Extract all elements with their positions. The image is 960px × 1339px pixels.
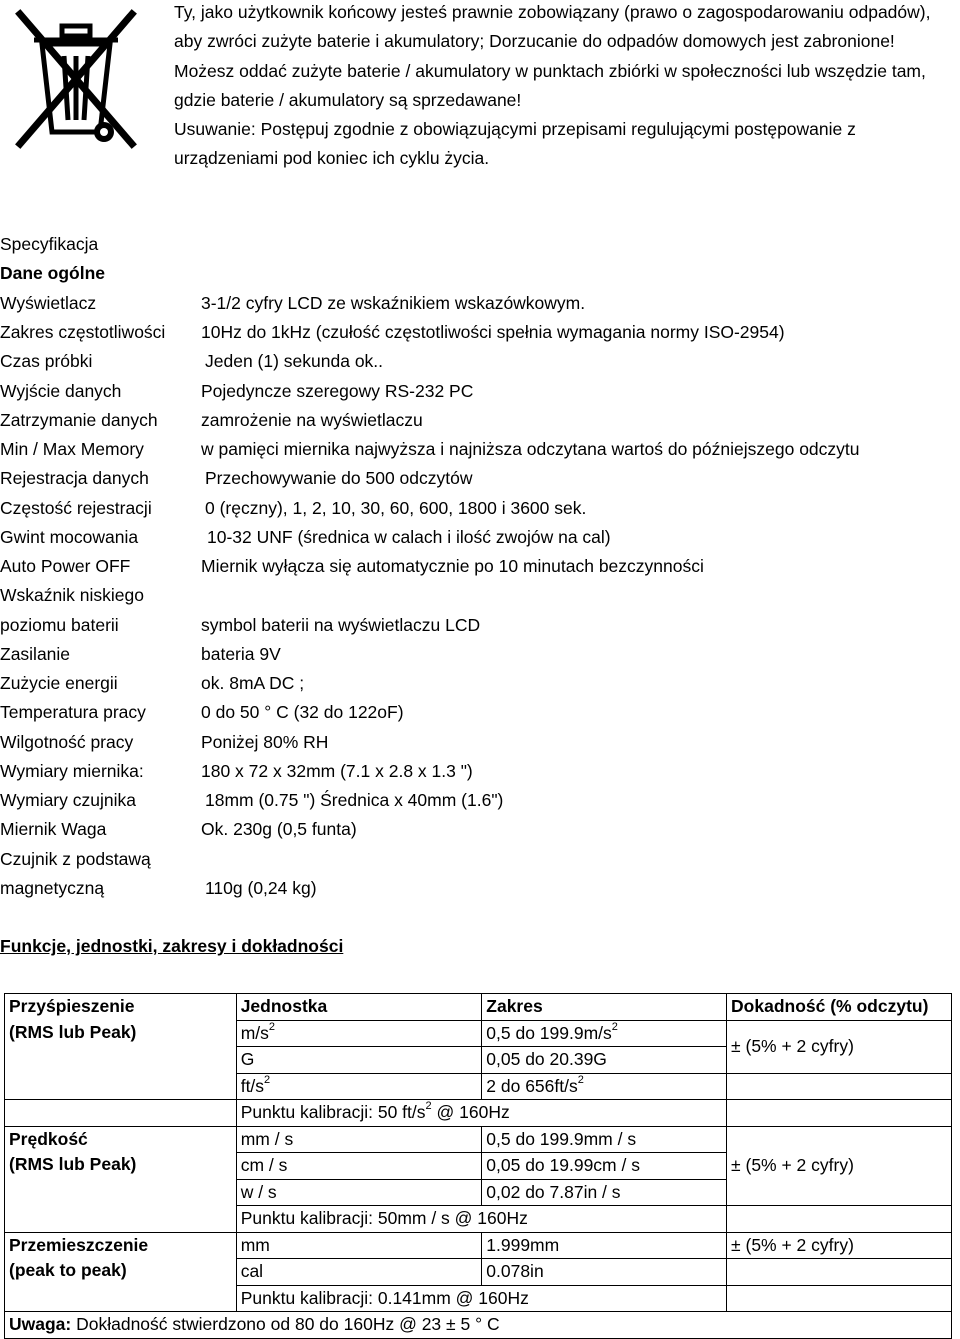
- disposal-line-3: Usuwanie: Postępuj zgodnie z obowiązującymi przepisami regulującymi postępowanie z urządzeniami pod koniec ich cyklu życia.: [174, 119, 856, 169]
- spec-value: ok. 8mA DC ;: [201, 673, 305, 693]
- group-name: Przemieszczenie: [9, 1234, 149, 1255]
- spec-label: Wilgotność pracy: [0, 732, 134, 752]
- functions-heading: [0, 932, 343, 961]
- spec-value: 180 x 72 x 32mm (7.1 x 2.8 x 1.3 "): [201, 761, 473, 781]
- spec-row-consumption: [0, 669, 960, 698]
- empty-cell: [727, 1073, 952, 1100]
- spec-row-sensor-dimensions: [0, 786, 960, 815]
- spec-row-display: [0, 289, 960, 318]
- spec-value: symbol baterii na wyświetlaczu LCD: [201, 615, 481, 635]
- header-accuracy: Dokadność (% odczytu): [727, 994, 952, 1021]
- spec-value: Miernik wyłącza się automatycznie po 10 minutach bezczynności: [201, 556, 704, 576]
- spec-row-logging-rate: [0, 494, 960, 523]
- calibration-cell: Punktu kalibracji: 0.141mm @ 160Hz: [236, 1285, 726, 1312]
- unit-cell: cm / s: [236, 1153, 482, 1180]
- spec-row-low-battery-2: [0, 611, 960, 640]
- empty-cell: [727, 1100, 952, 1127]
- table-row: [5, 1232, 952, 1259]
- spec-row-thread: [0, 523, 960, 552]
- range-cell: 0.078in: [482, 1259, 727, 1286]
- range-cell: 0,02 do 7.87in / s: [482, 1179, 727, 1206]
- spec-label: Temperatura pracy: [0, 702, 146, 722]
- spec-value: 3-1/2 cyfry LCD ze wskaźnikiem wskazówkowym.: [201, 293, 586, 313]
- spec-label: Zatrzymanie danych: [0, 410, 158, 430]
- spec-value: 110g (0,24 kg): [205, 878, 317, 898]
- note-label: Uwaga:: [9, 1314, 72, 1334]
- spec-row-humidity: [0, 728, 960, 757]
- spec-label: magnetyczną: [0, 878, 105, 898]
- spec-value: 10Hz do 1kHz (czułość częstotliwości spełnia wymagania normy ISO-2954): [201, 322, 785, 342]
- empty-cell: [5, 1100, 237, 1127]
- spec-row-sample-time: [0, 347, 960, 376]
- spec-label: Auto Power OFF: [0, 556, 131, 576]
- range-cell: 0,05 do 20.39G: [482, 1047, 727, 1074]
- spec-label: Wyjście danych: [0, 381, 122, 401]
- functions-table: [4, 993, 952, 1339]
- spec-label: Miernik Waga: [0, 819, 107, 839]
- spec-label: Częstość rejestracji: [0, 498, 152, 518]
- spec-value: zamrożenie na wyświetlaczu: [201, 410, 423, 430]
- range-cell: 1.999mm: [482, 1232, 727, 1259]
- spec-value: 10-32 UNF (średnica w calach i ilość zwojów na cal): [207, 527, 611, 547]
- spec-value: Ok. 230g (0,5 funta): [201, 819, 357, 839]
- spec-label: Czujnik z podstawą: [0, 849, 151, 869]
- spec-row-power: [0, 640, 960, 669]
- note-text: Dokładność stwierdzono od 80 do 160Hz @ 23 ± 5 ° C: [71, 1314, 500, 1334]
- spec-value: Jeden (1) sekunda ok..: [205, 351, 384, 371]
- range-cell: 2 do $656ft/s^2$: [482, 1073, 727, 1100]
- spec-label: Wymiary miernika:: [0, 761, 144, 781]
- spec-heading: Specyfikacja: [0, 234, 99, 254]
- spec-row-weight: [0, 815, 960, 844]
- group-name: Przyśpieszenie: [9, 996, 135, 1016]
- spec-label: Wyświetlacz: [0, 293, 97, 313]
- disposal-line-1: Ty, jako użytkownik końcowy jesteś prawnie zobowiązany (prawo o zagospodarowaniu odpadów), aby zwróci zużyte baterie i akumulatory; Dorzucanie do odpadów domowych jest zabronione!: [174, 2, 931, 52]
- spec-value: Poniżej 80% RH: [201, 732, 329, 752]
- table-row: [5, 1312, 952, 1339]
- unit-cell: G: [236, 1047, 482, 1074]
- empty-cell: [727, 1259, 952, 1286]
- spec-row-sensor-base-2: [0, 874, 960, 903]
- spec-row-meter-dimensions: [0, 757, 960, 786]
- spec-label: Gwint mocowania: [0, 527, 139, 547]
- spec-label: Zasilanie: [0, 644, 71, 664]
- spec-row-auto-power-off: [0, 552, 960, 581]
- spec-label: poziomu baterii: [0, 615, 119, 635]
- spec-row-data-hold: [0, 406, 960, 435]
- group-mode: (RMS lub Peak): [9, 1021, 137, 1042]
- table-row: [5, 994, 952, 1021]
- disposal-notice: [174, 0, 956, 174]
- disposal-line-2: Możesz oddać zużyte baterie / akumulatory w punktach zbiórki w społeczności lub wszędzie tam, gdzie baterie / akumulatory są sprzedawane!: [174, 60, 926, 110]
- empty-cell: [727, 1206, 952, 1233]
- spec-label: Wymiary czujnika: [0, 790, 136, 810]
- crossed-out-wheelie-bin-icon: [12, 4, 140, 154]
- spec-value: 18mm (0.75 ") Średnica x 40mm (1.6"): [205, 790, 504, 810]
- group-mode: (RMS lub Peak): [9, 1154, 137, 1174]
- spec-row-data-logging: [0, 464, 960, 493]
- functions-heading-text: Funkcje, jednostki, zakresy i dokładności: [0, 936, 344, 956]
- spec-row-temperature: [0, 698, 960, 727]
- note-cell: [5, 1312, 952, 1339]
- unit-cell: cal: [236, 1259, 482, 1286]
- spec-row-frequency: [0, 318, 960, 347]
- spec-label: Wskaźnik niskiego: [0, 585, 144, 605]
- accuracy-cell: ± (5% + 2 cyfry): [727, 1232, 952, 1259]
- group-cell-displacement: [5, 1232, 237, 1312]
- table-row: [5, 1126, 952, 1153]
- calibration-cell: Punktu kalibracji: 50 $ft/s^2$ @ 160Hz: [236, 1100, 726, 1127]
- spec-label: Czas próbki: [0, 351, 93, 371]
- spec-label: Zużycie energii: [0, 673, 118, 693]
- unit-cell: $ft/s^2$: [236, 1073, 482, 1100]
- header-range: Zakres: [482, 994, 727, 1021]
- spec-value: bateria 9V: [201, 644, 281, 664]
- spec-value: Przechowywanie do 500 odczytów: [205, 468, 473, 488]
- group-cell-acceleration: [5, 994, 237, 1100]
- spec-value: 0 (ręczny), 1, 2, 10, 30, 60, 600, 1800 i 3600 sek.: [205, 498, 587, 518]
- general-data-heading: Dane ogólne: [0, 263, 106, 283]
- spec-row-low-battery-1: [0, 581, 960, 610]
- spec-row-data-output: [0, 377, 960, 406]
- accuracy-cell: ± (5% + 2 cyfry): [727, 1126, 952, 1206]
- spec-row-sensor-base-1: [0, 845, 960, 874]
- unit-cell: mm: [236, 1232, 482, 1259]
- unit-cell: $m/s^2$: [236, 1020, 482, 1047]
- spec-row-min-max: [0, 435, 960, 464]
- range-cell: 0,5 do 199.9mm / s: [482, 1126, 727, 1153]
- unit-cell: w / s: [236, 1179, 482, 1206]
- empty-cell: [727, 1285, 952, 1312]
- group-name: Prędkość: [9, 1128, 88, 1149]
- group-mode: (peak to peak): [9, 1260, 127, 1280]
- spec-label: Min / Max Memory: [0, 439, 144, 459]
- spec-label: Rejestracja danych: [0, 468, 149, 488]
- spec-value: Pojedyncze szeregowy RS-232 PC: [201, 381, 474, 401]
- group-cell-velocity: [5, 1126, 237, 1232]
- accuracy-cell: ± (5% + 2 cyfry): [727, 1020, 952, 1073]
- header-unit: Jednostka: [236, 994, 482, 1021]
- range-cell: 0,5 do $199.9m/s^2$: [482, 1020, 727, 1047]
- unit-cell: mm / s: [236, 1126, 482, 1153]
- range-cell: 0,05 do 19.99cm / s: [482, 1153, 727, 1180]
- calibration-cell: Punktu kalibracji: 50mm / s @ 160Hz: [236, 1206, 726, 1233]
- table-row: [5, 1100, 952, 1127]
- spec-value: 0 do 50 ° C (32 do 122oF): [201, 702, 404, 722]
- spec-value: w pamięci miernika najwyższa i najniższa odczytana wartoś do późniejszego odczytu: [201, 439, 860, 459]
- spec-label: Zakres częstotliwości: [0, 322, 166, 342]
